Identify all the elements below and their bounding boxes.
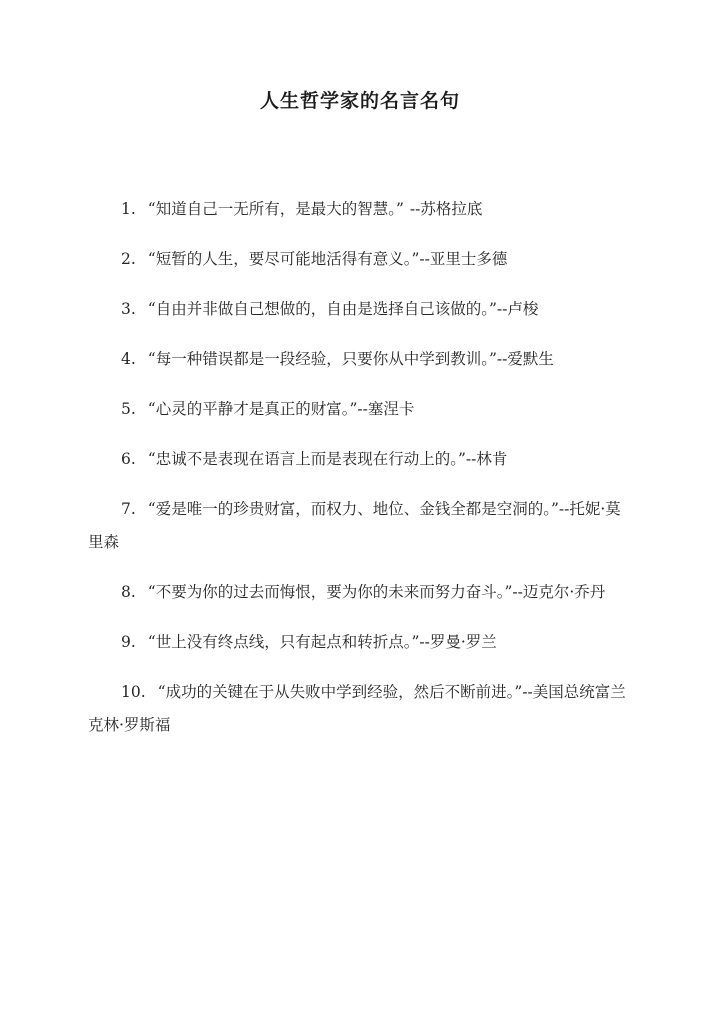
quote-item-9 [88,626,633,659]
quote-item-4 [88,343,633,376]
quote-author: --爱默生 [496,350,554,368]
quote-author: --苏格拉底 [409,200,483,218]
quote-number: 2. [121,250,136,268]
quote-author: --罗曼·罗兰 [419,633,497,651]
quote-number: 10. [121,683,146,701]
quote-text: “爱是唯一的珍贵财富，而权力、地位、金钱全都是空洞的。” [147,500,559,518]
quote-number: 4. [121,350,136,368]
quote-item-6 [88,443,633,476]
quote-text: “短暂的人生，要尽可能地活得有意义。” [147,250,420,268]
quote-author: --托妮·莫里森 [88,500,621,551]
quote-text: “忠诚不是表现在语言上而是表现在行动上的。” [147,450,466,468]
page-title: 人生哲学家的名言名句 [259,90,460,112]
quote-author: --林肯 [465,450,508,468]
quote-text: “不要为你的过去而悔恨，要为你的未来而努力奋斗。” [147,583,513,601]
quote-number: 3. [121,300,136,318]
quote-item-8 [88,576,633,609]
quote-author: --塞涅卡 [357,400,415,418]
quote-text: “知道自己一无所有，是最大的智慧。” [147,200,404,218]
quote-text: “心灵的平静才是真正的财富。” [147,400,358,418]
quote-item-3 [88,293,633,326]
quote-text: “世上没有终点线，只有起点和转折点。” [147,633,420,651]
quote-number: 6. [121,450,136,468]
quote-number: 7. [121,500,136,518]
quote-author: --卢梭 [496,300,539,318]
quote-text: “每一种错误都是一段经验，只要你从中学到教训。” [147,350,497,368]
quote-number: 1. [121,200,136,218]
quote-number: 9. [121,633,136,651]
quote-text: “成功的关键在于从失败中学到经验，然后不断前进。” [157,683,523,701]
quote-list [88,193,633,759]
quote-author: --亚里士多德 [419,250,508,268]
quote-author: --美国总统富兰克林·罗斯福 [88,683,626,734]
quote-author: --迈克尔·乔丹 [512,583,606,601]
quote-number: 5. [121,400,136,418]
quote-text: “自由并非做自己想做的，自由是选择自己该做的。” [147,300,497,318]
quote-number: 8. [121,583,136,601]
quote-item-2 [88,243,633,276]
quote-item-1 [88,193,633,226]
quote-item-7 [88,493,633,559]
quote-item-5 [88,393,633,426]
quote-item-10 [88,676,633,742]
